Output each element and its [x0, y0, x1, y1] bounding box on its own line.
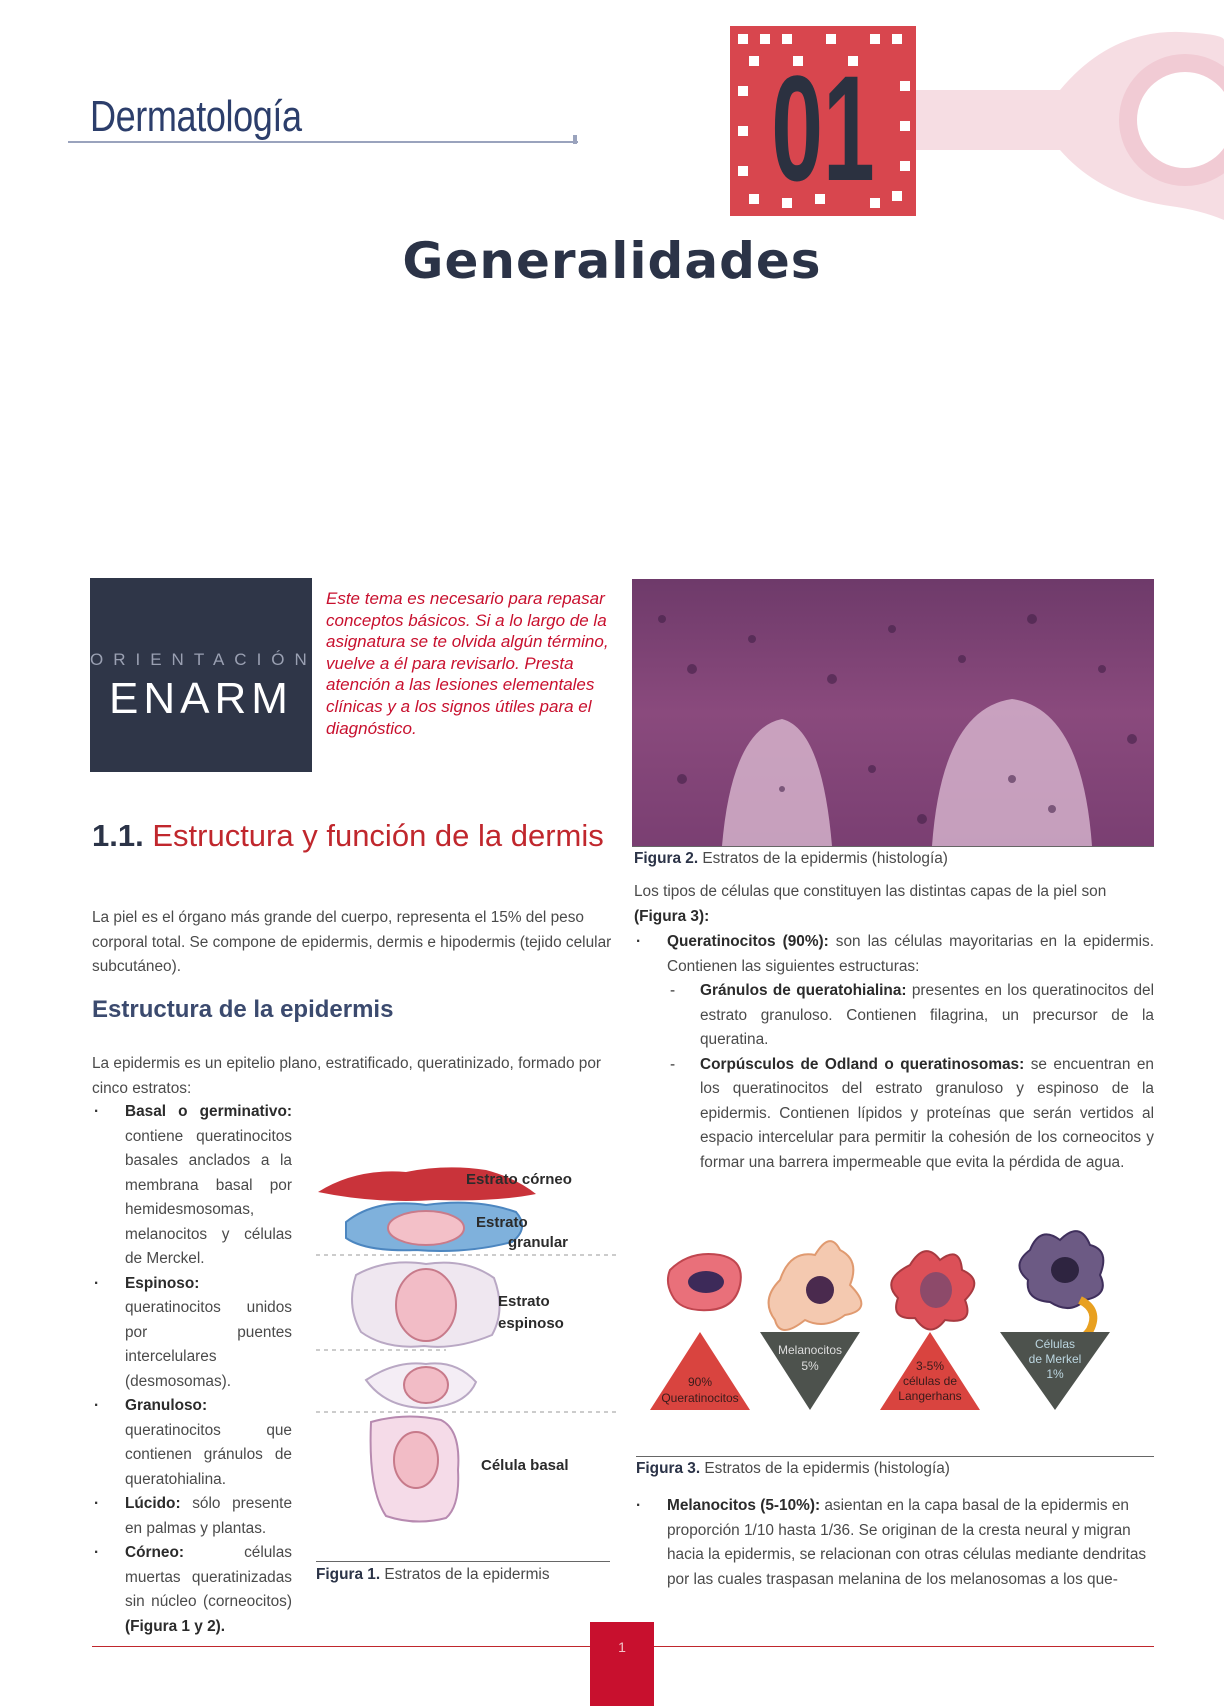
caption-label: Figura 2. — [634, 850, 699, 867]
chapter-title: Generalidades — [402, 232, 822, 290]
figure-1-epidermis-diagram — [316, 1150, 616, 1530]
stratum-desc: queratinocitos unidos por puentes intercelulares (desmosomas). — [125, 1299, 292, 1390]
figure-3-rule — [636, 1456, 1154, 1457]
label-estrato-espinoso-1: Estrato — [498, 1293, 550, 1310]
stratum-desc: sólo presente en palmas y plantas. — [125, 1495, 293, 1537]
stratum-term: Granuloso: — [125, 1397, 208, 1414]
decorative-pink-shape — [900, 20, 1224, 220]
triangle-label: células de — [902, 1374, 958, 1388]
stratum-term: Lúcido: — [125, 1495, 181, 1512]
sub-term: Gránulos de queratohialina: — [700, 982, 907, 999]
triangle-merkel — [1000, 1332, 1110, 1410]
keratinocyte-cell-illustration — [668, 1254, 741, 1310]
figure-2-rule — [632, 846, 1154, 847]
figure-reference: (Figura 3): — [634, 907, 710, 925]
triangle-label: 90% — [687, 1375, 713, 1389]
sub-desc: se encuentran en los queratinocitos del estrato granuloso y espinoso de la epidermis. Contienen lípidos y proteínas que serán vertidos al espacio intercelular para permitir la cohesión de los corneocitos y formar una barrera impermeable que evita la pérdida de agua. — [700, 1055, 1154, 1171]
caption-text: Estratos de la epidermis (histología) — [704, 1460, 950, 1477]
section-title-text: Estructura y función de la dermis — [152, 818, 604, 853]
granular-nucleus — [388, 1211, 464, 1245]
chapter-badge — [730, 26, 916, 216]
triangle-queratinocitos — [650, 1332, 750, 1410]
sublist-item — [667, 1053, 1154, 1176]
section-number: 1.1. — [92, 818, 144, 853]
label-estrato-espinoso-2: espinoso — [498, 1315, 564, 1332]
merkel-cell-illustration — [1019, 1231, 1103, 1341]
label-estrato-granular-1: Estrato — [476, 1214, 528, 1231]
stratum-term: Basal o germinativo: — [125, 1103, 292, 1120]
figure-2-histology-image — [632, 579, 1154, 846]
enarm-label: ENARM — [109, 674, 293, 723]
orientacion-label: ORIENTACIÓN — [90, 650, 317, 669]
cell-types-intro-text: Los tipos de células que constituyen las distintas capas de la piel son — [634, 883, 1107, 900]
triangle-melanocitos — [760, 1332, 860, 1410]
triangle-label: 3-5% — [915, 1359, 945, 1373]
sub-term: Corpúsculos de Odland o queratinosomas: — [700, 1055, 1025, 1073]
subject-title: Dermatología — [90, 92, 302, 141]
cell-desc: asientan en la capa basal de la epidermis en proporción 1/10 hasta 1/36. Se originan de la cresta neural y migran hacia la epidermis, se relacionan con otras células mediante dendritas por las cuales traspasan melanina de los melanosomas a los que- — [667, 1497, 1147, 1588]
cell-types-intro — [634, 880, 1154, 929]
figure-reference: (Figura 1 y 2). — [125, 1617, 226, 1635]
triangle-label: Queratinocitos — [661, 1391, 739, 1405]
triangle-label: de Merkel — [1028, 1352, 1082, 1366]
list-item — [634, 1494, 1154, 1592]
list-item — [634, 930, 1154, 1175]
stratum-term: Espinoso: — [125, 1274, 200, 1292]
cell-desc: son las células mayoritarias en la epidermis. Contienen las siguientes estructuras: — [667, 933, 1155, 975]
triangle-label: Langerhans — [898, 1389, 962, 1403]
section-title — [92, 818, 604, 854]
subject-rule-tick — [573, 135, 577, 144]
triangle-label: 1% — [1046, 1367, 1064, 1381]
sub-desc: presentes en los queratinocitos del estrato granuloso. Contienen filagrina, un precursor de la queratina. — [700, 982, 1154, 1048]
page-number: 1 — [590, 1622, 654, 1706]
list-item — [92, 1272, 292, 1395]
chapter-number: 01 — [771, 44, 875, 212]
sublist-item — [667, 979, 1154, 1053]
intro-paragraph: La piel es el órgano más grande del cuerpo, representa el 15% del peso corporal total. Se compone de epidermis, dermis e hipodermis (tejido celular subcutáneo). — [92, 909, 612, 975]
label-estrato-granular-2: granular — [508, 1234, 569, 1251]
stratum-desc: queratinocitos que contienen gránulos de queratohialina. — [125, 1421, 292, 1488]
label-celula-basal: Célula basal — [481, 1457, 569, 1474]
list-item — [92, 1541, 292, 1639]
cell-term: Queratinocitos (90%): — [667, 933, 829, 950]
figure-3-cell-types-diagram — [640, 1220, 1160, 1450]
melanocitos-list — [634, 1494, 1154, 1592]
triangle-label: Células — [1034, 1337, 1076, 1351]
subsection-title: Estructura de la epidermis — [92, 996, 394, 1023]
figure-2-caption — [634, 850, 948, 868]
list-item — [92, 1100, 292, 1272]
basal-nucleus — [394, 1432, 438, 1488]
strata-list — [92, 1100, 292, 1639]
langerhans-cell-illustration — [891, 1251, 974, 1329]
cell-types-list — [634, 930, 1154, 1175]
melanocyte-cell-illustration — [769, 1241, 862, 1330]
list-item — [92, 1394, 292, 1492]
list-item — [92, 1492, 292, 1541]
caption-text: Estratos de la epidermis — [384, 1566, 550, 1583]
caption-label: Figura 3. — [636, 1460, 701, 1477]
subject-rule — [68, 141, 578, 143]
stratum-desc: contiene queratinocitos basales anclados a la membrana basal por hemidesmosomas, melanocitos y células de Merckel. — [125, 1127, 292, 1267]
stratum-desc: células muertas queratinizadas sin núcleo (corneocitos) — [125, 1544, 292, 1610]
epidermis-intro: La epidermis es un epitelio plano, estratificado, queratinizado, formado por cinco estratos: — [92, 1055, 602, 1097]
figure-3-caption — [636, 1460, 950, 1478]
queratinocitos-sublist — [667, 979, 1154, 1175]
orientacion-enarm-box — [90, 578, 317, 772]
stratum-term: Córneo: — [125, 1544, 184, 1561]
cell-term: Melanocitos (5-10%): — [667, 1497, 821, 1514]
triangle-label: 5% — [801, 1359, 819, 1373]
caption-text: Estratos de la epidermis (histología) — [702, 850, 948, 867]
spinous-nucleus — [396, 1269, 456, 1341]
orientacion-text: Este tema es necesario para repasar conceptos básicos. Si a lo largo de la asignatura se te olvida algún término, vuelve a él para revisarlo. Presta atención a las lesiones elementales clínicas y a los signos útiles para el diagnóstico. — [326, 589, 609, 738]
figure-1-caption — [316, 1566, 550, 1584]
label-estrato-corneo: Estrato córneo — [466, 1171, 572, 1188]
triangle-langerhans — [880, 1332, 980, 1410]
triangle-label: Melanocitos — [777, 1343, 843, 1357]
caption-label: Figura 1. — [316, 1566, 381, 1583]
figure-1-rule — [316, 1561, 610, 1562]
